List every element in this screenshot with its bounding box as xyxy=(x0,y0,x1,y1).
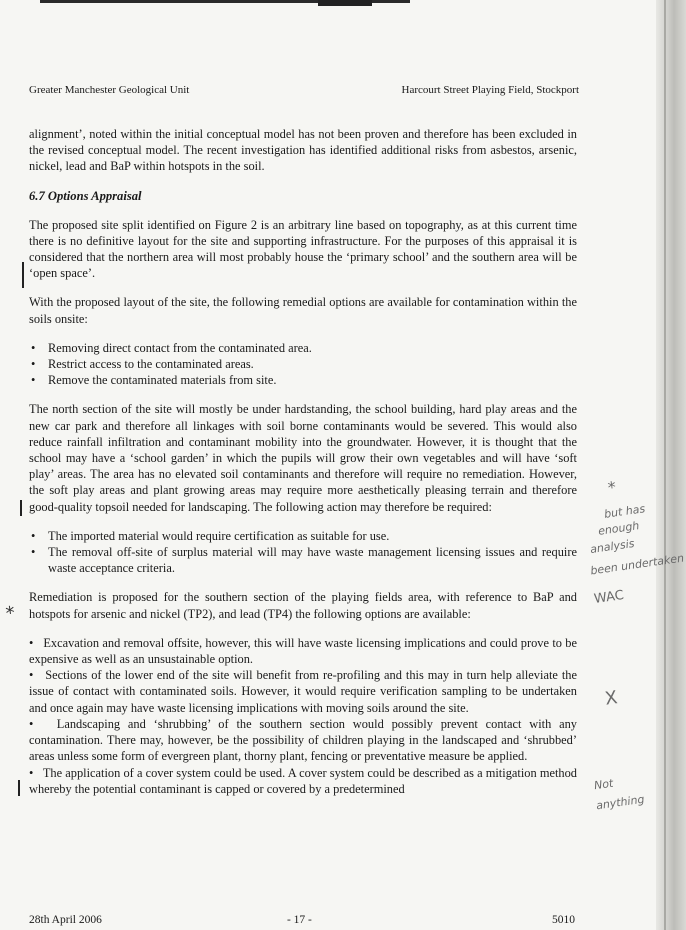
remedial-options-list xyxy=(29,340,577,389)
margin-mark xyxy=(22,262,24,288)
list-item: • Landscaping and ‘shrubbing’ of the southern section would possibly prevent contact with any contamination. There may, however, be the possibility of children playing in the landscaped and ‘shrubbed’ areas unless some form of evergreen plant, thorny plant, fencing or preventative measure be applied. xyxy=(29,716,577,765)
handwritten-note: Not xyxy=(593,776,615,793)
paragraph: The north section of the site will mostly be under hardstanding, the school building, hard play areas and the new car park and therefore all linkages with soil borne contaminants would be severed. This would also reduce rainfall infiltration and contaminant mobility into the groundwater. However, it is thought that the school may have a ‘school garden’ in which the pupils will grow their own vegetables and will have ‘soft play’ areas. The area has no elevated soil contaminants and therefore will require no remediation. However, the soft play areas and plant growing areas may require more aesthetically pleasing terrain and therefore good-quality topsoil needed for landscaping. The following action may therefore be required: xyxy=(29,402,577,514)
handwritten-note: analysis xyxy=(589,536,636,557)
list-item: • Removing direct contact from the contaminated area. xyxy=(29,340,577,356)
handwritten-note: enough xyxy=(597,519,641,538)
list-item: • Sections of the lower end of the site will benefit from re-profiling and this may in turn help alleviate the issue of contact with contaminated soils. However, it would require verification sampling to be undertaken and once again may have waste licensing implications with moving soils around the site. xyxy=(29,667,577,716)
scan-blot xyxy=(318,0,372,6)
page-number: - 17 - xyxy=(286,914,312,926)
header-right: Harcourt Street Playing Field, Stockport xyxy=(401,84,579,96)
handwritten-note: * xyxy=(606,477,618,498)
list-item: • Restrict access to the contaminated areas. xyxy=(29,356,577,372)
document-body xyxy=(29,126,577,797)
handwritten-note: but has xyxy=(603,502,646,521)
header-left: Greater Manchester Geological Unit xyxy=(29,84,190,96)
footer-ref: 5010 xyxy=(551,914,575,926)
list-item: • The removal off-site of surplus material will may have waste management licensing issues and require waste acceptance criteria. xyxy=(29,544,577,576)
margin-mark xyxy=(18,780,20,796)
paragraph: With the proposed layout of the site, the following remedial options are available for contamination within the soils onsite: xyxy=(29,295,577,326)
footer-date: 28th April 2006 xyxy=(29,914,102,926)
binder-edge xyxy=(656,0,686,930)
margin-mark xyxy=(20,500,22,516)
asterisk-mark: * xyxy=(4,602,17,625)
southern-options-list xyxy=(29,635,577,797)
handwritten-note: anything xyxy=(595,792,646,813)
paragraph: Remediation is proposed for the southern section of the playing fields area, with reference to BaP and hotspots for arsenic and nickel (TP2), and lead (TP4) the following options are available: xyxy=(29,590,577,621)
paragraph: The proposed site split identified on Figure 2 is an arbitrary line based on topography, as at this current time there is no definitive layout for the site and supporting infrastructure. For the purposes of this appraisal it is considered that the northern area will most probably house the ‘primary school’ and the southern area will be ‘open space’. xyxy=(29,217,577,281)
list-item: • Excavation and removal offsite, however, this will have waste licensing implications and could prove to be expensive as well as an unsustainable option. xyxy=(29,635,577,667)
paragraph: alignment’, noted within the initial conceptual model has not been proven and therefore has been excluded in the revised conceptual model. The recent investigation has identified additional risks from asbestos, arsenic, nickel, lead and BaP within hotspots in the soil. xyxy=(29,127,577,174)
list-item: • Remove the contaminated materials from site. xyxy=(29,372,577,388)
handwritten-note: been undertaken xyxy=(589,551,685,578)
page-footer xyxy=(29,914,575,926)
action-list xyxy=(29,528,577,577)
list-item: • The imported material would require certification as suitable for use. xyxy=(29,528,577,544)
page-header xyxy=(29,84,579,96)
handwritten-note: WAC xyxy=(593,587,625,608)
list-item: • The application of a cover system could be used. A cover system could be described as a mitigation method whereby the potential contaminant is capped or covered by a predetermined xyxy=(29,765,577,797)
handwritten-note: X xyxy=(603,687,619,710)
section-heading: 6.7 Options Appraisal xyxy=(29,188,142,203)
